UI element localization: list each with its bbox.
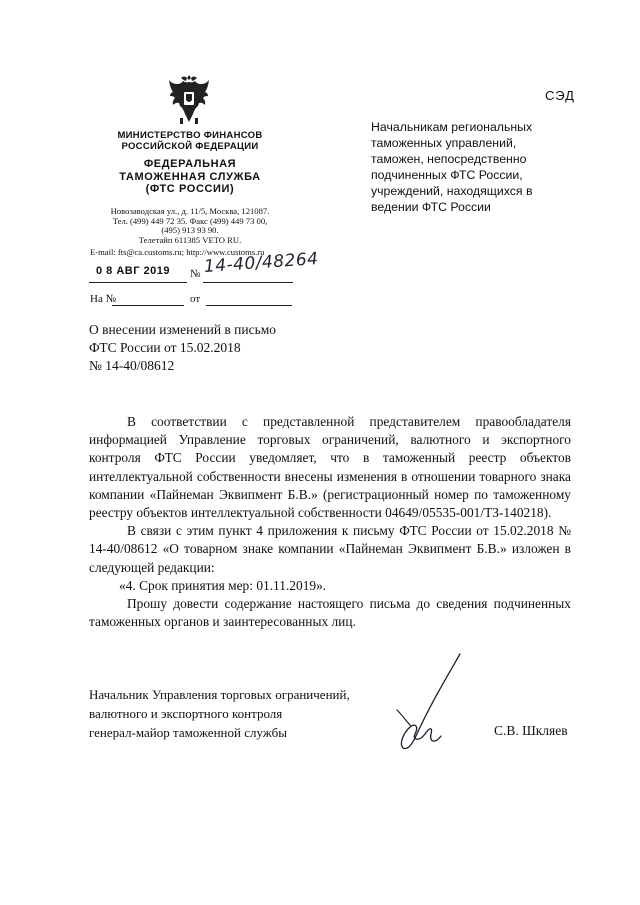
position-line: генерал-майор таможенной службы [89, 725, 287, 740]
letter-date-stamp: 0 8 АВГ 2019 [96, 265, 170, 277]
reference-number-blank [112, 293, 184, 306]
reference-date-blank [206, 293, 292, 306]
signer-position [89, 685, 379, 742]
sed-mark: СЭД [545, 88, 575, 103]
body-paragraph-quote: «4. Срок принятия мер: 01.11.2019». [119, 577, 327, 593]
subject-line: ФТС России от 15.02.2018 [89, 340, 241, 355]
handwritten-signature [385, 650, 465, 760]
address-line: Телетайп 611385 VETO RU. [138, 234, 242, 245]
address-line: Новозаводская ул., д. 11/5, Москва, 121087. [110, 206, 270, 216]
reference-from-label: от [190, 293, 201, 305]
service-line: ФЕДЕРАЛЬНАЯ [143, 158, 237, 170]
subject-line: О внесении изменений в письмо [89, 322, 277, 337]
double-headed-eagle-emblem-icon [166, 72, 212, 128]
email-line: E-mail: fts@ca.customs.ru; http://www.customs.ru [90, 247, 265, 257]
signer-name: С.В. Шкляев [494, 723, 568, 738]
position-line: Начальник Управления торговых ограничений, [89, 687, 350, 702]
letter-body [89, 413, 571, 631]
letter-number-handwritten: 14-40/48264 [203, 249, 320, 277]
ministry-line: РОССИЙСКОЙ ФЕДЕРАЦИИ [121, 141, 259, 152]
letter-subject [89, 321, 319, 375]
address-line: (495) 913 93 90. [161, 225, 219, 236]
address-line: Тел. (499) 449 72 35. Факс (499) 449 73 00, [112, 215, 268, 226]
service-line: ТАМОЖЕННАЯ СЛУЖБА [119, 170, 261, 183]
body-paragraph: Прошу довести содержание настоящего письма до сведения подчиненных таможенных органов и заинтересованных лиц. [89, 596, 571, 630]
number-label: № [190, 268, 201, 280]
sender-address [88, 207, 292, 245]
ministry-name [104, 130, 276, 152]
body-paragraph: В связи с этим пункт 4 приложения к письму ФТС России от 15.02.2018 № 14-40/08612 «О товарном знаке компании «Пайнеман Эквипмент Б.В.» изложен в следующей редакции: [89, 523, 571, 575]
position-line: валютного и экспортного контроля [89, 706, 283, 721]
ministry-line: МИНИСТЕРСТВО ФИНАНСОВ [117, 130, 263, 141]
service-line: (ФТС РОССИИ) [145, 183, 235, 195]
service-name [104, 158, 276, 196]
body-paragraph: В соответствии с представленной представителем правообладателя информацией Управление торговых ограничений, валютного и экспортного контроля ФТС России уведомляет, что в таможенный реестр объектов интеллектуальной собственности внесены изменения в отношении товарного знака компании «Пайнеман Эквипмент Б.В.» (регистрационный номер по таможенному реестру объектов интеллектуальной собственности 04649/05535-001/ТЗ-140218). [89, 414, 571, 521]
subject-line: № 14-40/08612 [89, 358, 175, 373]
reference-label: На № [90, 293, 117, 305]
addressee-block: Начальникам региональных таможенных управлений, таможен, непосредственно подчиненных ФТС России, учреждений, находящихся в ведении ФТС России [371, 120, 533, 214]
